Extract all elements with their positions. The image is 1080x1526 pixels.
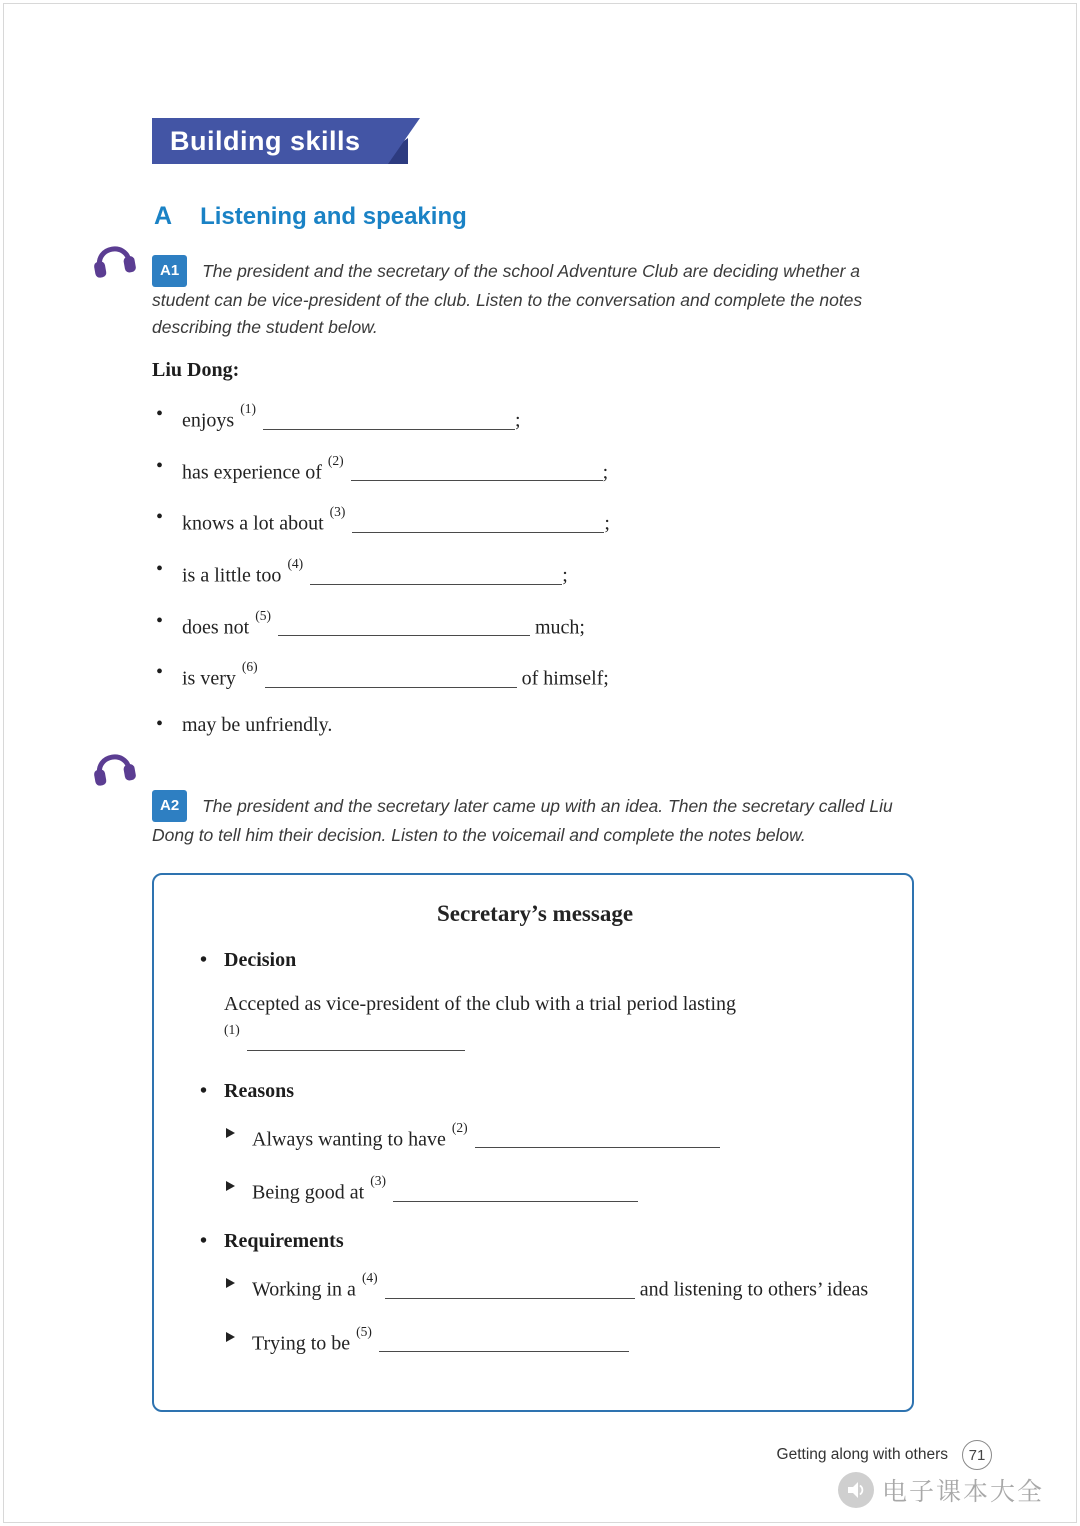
list-item (152, 402, 914, 434)
blank-line (278, 635, 530, 636)
page-number-badge: 71 (962, 1440, 992, 1470)
blank-number: (4) (287, 555, 304, 571)
list-item (224, 1172, 872, 1208)
blank-line (263, 429, 515, 430)
blank-number: (2) (327, 452, 344, 468)
blank-number: (4) (361, 1269, 378, 1285)
reason-text: Being good at (252, 1181, 365, 1204)
list-item (152, 505, 914, 537)
blank-line (379, 1351, 629, 1352)
list-item (152, 454, 914, 486)
blank-line (310, 584, 562, 585)
decision-heading: • Decision (198, 949, 872, 972)
a1-badge: A1 (152, 255, 187, 287)
list-item (152, 609, 914, 641)
watermark-logo-icon (838, 1472, 874, 1508)
requirement-text-after: and listening to others’ ideas (634, 1278, 869, 1301)
blank-line (393, 1201, 638, 1202)
blank-line (475, 1147, 720, 1148)
secretarys-message-box (152, 873, 914, 1412)
list-item (224, 1269, 872, 1305)
footer-unit-title: Getting along with others (776, 1446, 948, 1463)
blank-number: (6) (241, 659, 258, 675)
section-letter: A (154, 202, 173, 230)
note-text: is a little too (182, 564, 282, 587)
reasons-heading: • Reasons (198, 1080, 872, 1103)
list-item (152, 660, 914, 692)
list-item (152, 557, 914, 589)
list-item (152, 712, 914, 738)
note-text: knows a lot about (182, 512, 324, 535)
requirements-section (198, 1230, 872, 1358)
a2-badge: A2 (152, 790, 187, 822)
blank-number: (3) (370, 1173, 386, 1189)
note-text-after: ; (602, 461, 609, 484)
building-skills-banner (152, 118, 420, 164)
requirement-text: Trying to be (252, 1332, 351, 1355)
requirements-heading: • Requirements (198, 1230, 872, 1253)
section-heading (154, 202, 914, 231)
headphones-icon (86, 234, 141, 289)
requirement-text: Working in a (252, 1278, 356, 1301)
headphones-icon (86, 742, 141, 797)
watermark-text: 电子课本大全 (881, 1478, 1044, 1506)
watermark (838, 1472, 1044, 1508)
blank-line (265, 687, 517, 688)
note-text: does not (182, 616, 250, 639)
blank-line (385, 1298, 635, 1299)
blank-line (351, 480, 603, 481)
decision-body (224, 988, 872, 1058)
note-text: enjoys (182, 409, 235, 432)
note-text-after: of himself; (516, 667, 609, 690)
blank-number: (3) (329, 504, 346, 520)
note-text-after: much; (529, 616, 585, 639)
a1-notes-list (152, 402, 914, 738)
box-title: Secretary’s message (436, 900, 634, 926)
blank-number: (1) (240, 401, 256, 416)
page-content (152, 118, 914, 1412)
note-text: may be unfriendly. (182, 713, 333, 736)
blank-number: (1) (224, 1021, 240, 1037)
note-text-after: ; (562, 564, 568, 587)
blank-number: (5) (255, 607, 271, 623)
note-text-after: ; (604, 512, 610, 535)
note-text-after: ; (514, 409, 521, 432)
note-text: has experience of (182, 461, 322, 484)
subject-name: Liu Dong: (152, 359, 240, 381)
blank-line (352, 532, 604, 533)
reasons-section (198, 1080, 872, 1208)
blank-number: (5) (356, 1323, 372, 1339)
a2-instructions (152, 790, 914, 849)
section-title: Listening and speaking (200, 203, 467, 230)
decision-text: Accepted as vice-president of the club with a trial period lasting (224, 992, 737, 1015)
page-footer (777, 1440, 992, 1470)
reason-text: Always wanting to have (252, 1128, 446, 1151)
list-item (224, 1119, 872, 1155)
banner-label: Building skills (170, 126, 361, 156)
note-text: is very (182, 667, 236, 690)
blank-line (247, 1050, 465, 1051)
blank-number: (2) (451, 1119, 468, 1135)
a1-instructions-text: The president and the secretary of the school Adventure Club are deciding whether a student can be vice-president of the club. Listen to the conversation and complete the notes describing the student below. (152, 261, 863, 337)
decision-section (198, 949, 872, 1058)
a2-instructions-text: The president and the secretary later came up with an idea. Then the secretary called Liu Dong to tell him their decision. Listen to the voicemail and complete the notes below. (152, 795, 893, 845)
a1-instructions (152, 255, 914, 341)
list-item (224, 1323, 872, 1359)
